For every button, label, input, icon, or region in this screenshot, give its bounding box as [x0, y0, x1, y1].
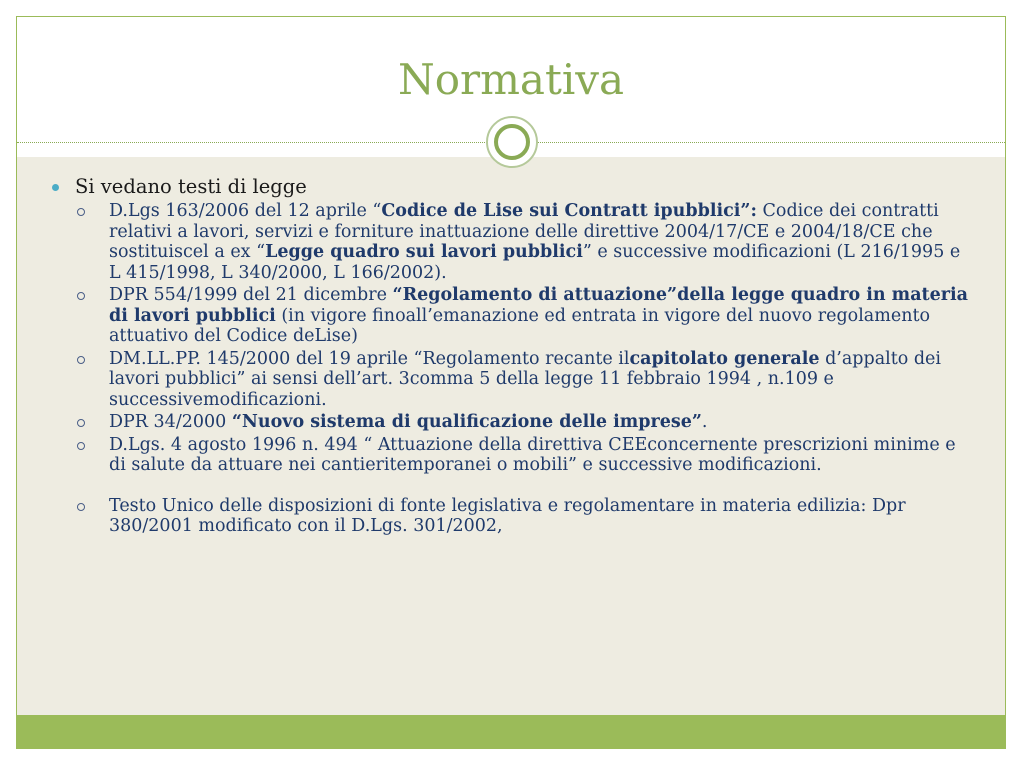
item-text: DPR 34/2000 — [109, 412, 232, 432]
ring-bullet-icon — [77, 442, 85, 450]
list-item — [52, 285, 969, 347]
ring-bullet-icon — [77, 419, 85, 427]
list-item — [52, 435, 969, 476]
item-text: Testo Unico delle disposizioni di fonte legislativa e regolamentare in materia edilizia: Dpr 380/2001 modificato con il D.Lgs. 301/2002, — [109, 495, 906, 536]
slide — [16, 16, 1006, 749]
bullet-level1 — [52, 175, 972, 199]
item-text: d’appalto dei lavori pubblici” ai sensi dell’art. 3comma 5 della legge 11 febbraio 1994 , n.109 e successivemodificazioni. — [109, 348, 942, 410]
item-text: DPR 554/1999 del 21 dicembre — [109, 285, 393, 305]
slide-title: Normativa — [397, 55, 625, 104]
item-text: (in vigore finoall’emanazione ed entrata in vigore del nuovo regolamento attuativo del Codice deLise) — [109, 305, 931, 346]
item-text: . — [701, 412, 708, 432]
footer-bar — [17, 715, 1005, 748]
bullet-dot-icon — [52, 184, 59, 191]
ring-bullet-icon — [77, 208, 85, 216]
item-text: D.Lgs. 4 agosto 1996 n. 494 “ Attuazione della direttiva CEEconcernente prescrizioni minime e di salute da attuare nei cantieritemporanei o mobili” e successive modificazioni. — [109, 434, 956, 475]
content-area — [17, 157, 1005, 715]
circle-ornament-inner — [494, 124, 530, 160]
list-item — [52, 412, 969, 433]
item-text: DM.LL.PP. 145/2000 del 19 aprile “Regolamento recante il — [109, 348, 630, 369]
slide-body — [52, 175, 972, 539]
item-bold-text: “Regolamento di attuazione”della legge quadro in materia di lavori pubblici — [109, 285, 968, 326]
list-item — [52, 349, 969, 411]
item-text: ” e successive modificazioni (L 216/1995 e L 415/1998, L 340/2000, L 166/2002). — [109, 242, 961, 283]
item-text: D.Lgs 163/2006 del 12 aprile “ — [109, 201, 382, 221]
item-bold-text: Codice de Lise sui Contratt ipubblici”: — [381, 201, 757, 221]
item-bold-text: “Nuovo sistema di qualificazione delle imprese” — [231, 412, 702, 432]
item-bold-text: capitolato generale — [629, 348, 820, 369]
ring-bullet-icon — [77, 503, 85, 511]
circle-ornament-icon — [486, 116, 538, 168]
list-item — [52, 201, 969, 283]
list-item — [52, 496, 969, 537]
bullet-level1-text: Si vedano testi di legge — [75, 175, 307, 198]
ring-bullet-icon — [77, 292, 85, 300]
item-bold-text: Legge quadro sui lavori pubblici — [265, 242, 583, 262]
item-text: Codice dei contratti relativi a lavori, servizi e forniture inattuazione delle direttive 2004/17/CE e 2004/18/CE che sostituiscel a ex “ — [109, 201, 939, 262]
ring-bullet-icon — [77, 356, 85, 364]
